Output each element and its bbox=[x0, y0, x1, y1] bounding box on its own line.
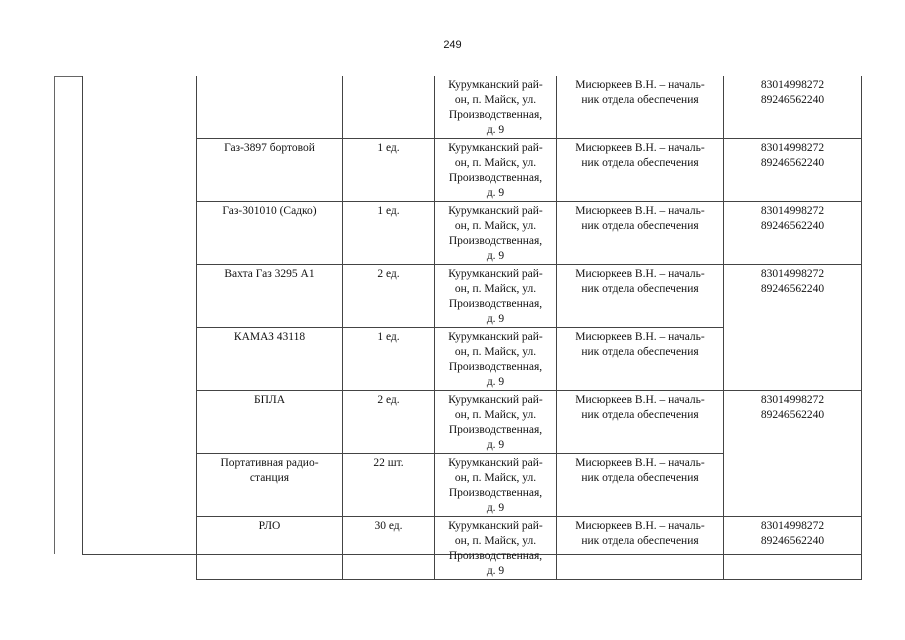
phone-number: 83014998272 bbox=[760, 142, 825, 154]
address-line: он, п. Майск, ул. bbox=[454, 94, 537, 106]
contact-line: ник отдела обеспечения bbox=[581, 94, 699, 106]
phone-number: 83014998272 bbox=[760, 79, 825, 91]
contact-line: ник отдела обеспечения bbox=[581, 157, 699, 169]
contact-cell bbox=[557, 517, 724, 580]
table-row bbox=[197, 202, 862, 265]
contact-line: ник отдела обеспечения bbox=[581, 535, 699, 547]
equipment-table-body bbox=[197, 76, 862, 580]
equipment-name-cell: Газ-301010 (Садко) bbox=[197, 202, 343, 265]
address-line: д. 9 bbox=[486, 187, 505, 199]
contact-line: Мисюркеев В.Н. – началь- bbox=[575, 205, 705, 217]
contact-cell bbox=[557, 454, 724, 517]
address-line: д. 9 bbox=[486, 376, 505, 388]
address-line: Курумканский рай- bbox=[448, 79, 543, 91]
contact-cell bbox=[557, 202, 724, 265]
phone-number: 83014998272 bbox=[760, 520, 825, 532]
contact-line: ник отдела обеспечения bbox=[581, 346, 699, 358]
quantity-cell: 1 ед. bbox=[343, 202, 435, 265]
page-number: 249 bbox=[443, 39, 462, 51]
phone-number: 83014998272 bbox=[760, 205, 825, 217]
phone-cell bbox=[724, 76, 862, 139]
contact-line: ник отдела обеспечения bbox=[581, 283, 699, 295]
phone-cell bbox=[724, 265, 862, 391]
contact-line: Мисюркеев В.Н. – началь- bbox=[575, 142, 705, 154]
equipment-table bbox=[196, 76, 862, 580]
table-row bbox=[197, 76, 862, 139]
contact-cell bbox=[557, 265, 724, 328]
equipment-name-cell: Вахта Газ 3295 А1 bbox=[197, 265, 343, 328]
address-line: Производственная, bbox=[448, 298, 543, 310]
table-outer-left-border bbox=[82, 76, 83, 555]
table-row bbox=[197, 391, 862, 454]
phone-number: 89246562240 bbox=[760, 283, 825, 295]
quantity-cell: 30 ед. bbox=[343, 517, 435, 580]
quantity-cell: 2 ед. bbox=[343, 391, 435, 454]
contact-line: ник отдела обеспечения bbox=[581, 220, 699, 232]
address-cell bbox=[435, 454, 557, 517]
address-line: д. 9 bbox=[486, 124, 505, 136]
address-line: он, п. Майск, ул. bbox=[454, 220, 537, 232]
address-line: Курумканский рай- bbox=[448, 268, 543, 280]
contact-line: Мисюркеев В.Н. – началь- bbox=[575, 268, 705, 280]
address-line: Производственная, bbox=[448, 424, 543, 436]
address-line: Производственная, bbox=[448, 235, 543, 247]
address-line: Производственная, bbox=[448, 109, 543, 121]
address-cell bbox=[435, 139, 557, 202]
address-line: он, п. Майск, ул. bbox=[454, 346, 537, 358]
table-row bbox=[197, 265, 862, 328]
address-cell bbox=[435, 76, 557, 139]
address-line: он, п. Майск, ул. bbox=[454, 157, 537, 169]
address-line: д. 9 bbox=[486, 439, 505, 451]
address-line: он, п. Майск, ул. bbox=[454, 472, 537, 484]
address-cell bbox=[435, 328, 557, 391]
phone-number: 89246562240 bbox=[760, 94, 825, 106]
equipment-name-cell: БПЛА bbox=[197, 391, 343, 454]
quantity-cell bbox=[343, 76, 435, 139]
address-line: он, п. Майск, ул. bbox=[454, 409, 537, 421]
phone-cell bbox=[724, 517, 862, 580]
address-cell bbox=[435, 265, 557, 328]
address-line: Производственная, bbox=[448, 550, 543, 562]
phone-number: 89246562240 bbox=[760, 535, 825, 547]
phone-cell bbox=[724, 139, 862, 202]
table-row bbox=[197, 517, 862, 580]
address-line: Производственная, bbox=[448, 487, 543, 499]
contact-line: Мисюркеев В.Н. – началь- bbox=[575, 331, 705, 343]
address-line: д. 9 bbox=[486, 250, 505, 262]
address-line: Курумканский рай- bbox=[448, 457, 543, 469]
address-line: Курумканский рай- bbox=[448, 331, 543, 343]
contact-cell bbox=[557, 139, 724, 202]
address-line: Производственная, bbox=[448, 172, 543, 184]
address-line: Курумканский рай- bbox=[448, 394, 543, 406]
equipment-name-cell: КАМАЗ 43118 bbox=[197, 328, 343, 391]
quantity-cell: 1 ед. bbox=[343, 139, 435, 202]
phone-number: 83014998272 bbox=[760, 394, 825, 406]
phone-number: 83014998272 bbox=[760, 268, 825, 280]
contact-line: ник отдела обеспечения bbox=[581, 409, 699, 421]
table-row bbox=[197, 139, 862, 202]
address-cell bbox=[435, 202, 557, 265]
equipment-name-cell: Портативная радио-станция bbox=[197, 454, 343, 517]
contact-line: Мисюркеев В.Н. – началь- bbox=[575, 520, 705, 532]
address-line: он, п. Майск, ул. bbox=[454, 283, 537, 295]
address-line: Курумканский рай- bbox=[448, 142, 543, 154]
address-line: д. 9 bbox=[486, 313, 505, 325]
left-margin-rule bbox=[54, 76, 55, 554]
left-margin-tick bbox=[54, 76, 82, 77]
contact-cell bbox=[557, 328, 724, 391]
address-line: он, п. Майск, ул. bbox=[454, 535, 537, 547]
quantity-cell: 1 ед. bbox=[343, 328, 435, 391]
address-line: Курумканский рай- bbox=[448, 520, 543, 532]
equipment-name-cell bbox=[197, 76, 343, 139]
phone-number: 89246562240 bbox=[760, 157, 825, 169]
phone-number: 89246562240 bbox=[760, 220, 825, 232]
address-line: Производственная, bbox=[448, 361, 543, 373]
contact-line: ник отдела обеспечения bbox=[581, 472, 699, 484]
contact-line: Мисюркеев В.Н. – началь- bbox=[575, 394, 705, 406]
address-line: д. 9 bbox=[486, 565, 505, 577]
address-cell bbox=[435, 517, 557, 580]
contact-cell bbox=[557, 391, 724, 454]
contact-line: Мисюркеев В.Н. – началь- bbox=[575, 457, 705, 469]
equipment-name-cell: РЛО bbox=[197, 517, 343, 580]
phone-number: 89246562240 bbox=[760, 409, 825, 421]
quantity-cell: 22 шт. bbox=[343, 454, 435, 517]
address-cell bbox=[435, 391, 557, 454]
quantity-cell: 2 ед. bbox=[343, 265, 435, 328]
phone-cell bbox=[724, 202, 862, 265]
phone-cell bbox=[724, 391, 862, 517]
contact-line: Мисюркеев В.Н. – началь- bbox=[575, 79, 705, 91]
contact-cell bbox=[557, 76, 724, 139]
address-line: д. 9 bbox=[486, 502, 505, 514]
equipment-name-cell: Газ-3897 бортовой bbox=[197, 139, 343, 202]
address-line: Курумканский рай- bbox=[448, 205, 543, 217]
